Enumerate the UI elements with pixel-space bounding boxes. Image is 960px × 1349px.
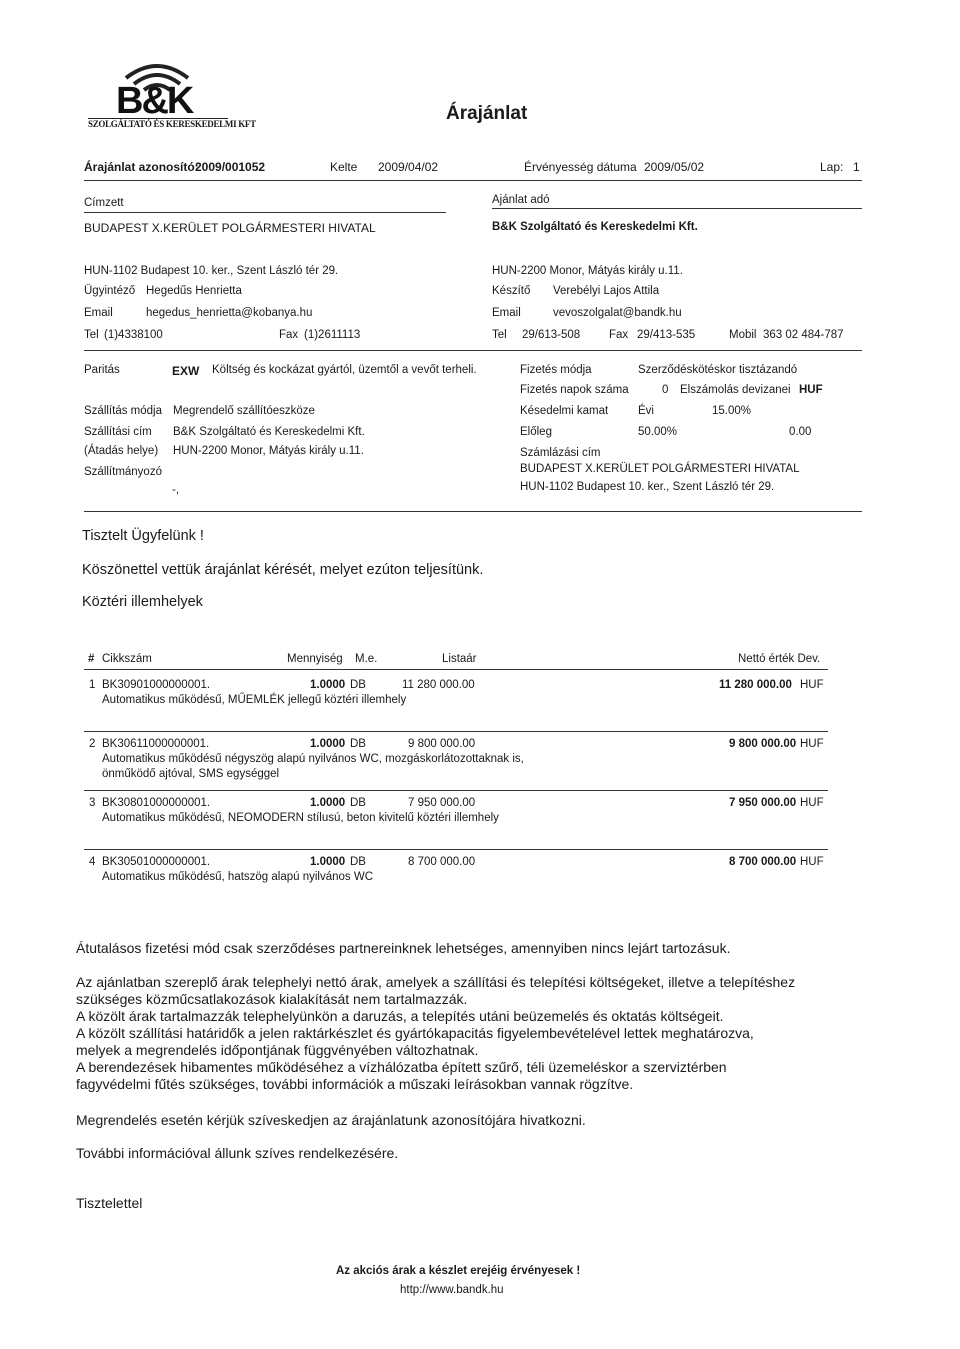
page-number: 1 (853, 160, 860, 174)
row-currency: HUF (800, 738, 824, 750)
payment-days-label: Fizetés napok száma (520, 384, 629, 396)
billing-address: HUN-1102 Budapest 10. ker., Szent László tér 29. (520, 481, 775, 493)
terms-note-line: A berendezések hibamentes működéséhez a vízhálózatba épített szűrő, téli üzemeléskor a szerviztérben (76, 1059, 727, 1075)
row-separator (84, 849, 828, 850)
row-code: BK30901000000001. (102, 679, 211, 691)
row-net: 7 950 000.00 (729, 797, 797, 809)
page-label: Lap: (820, 160, 844, 174)
col-header-price: Listaár (442, 653, 477, 665)
recipient-email: hegedus_henrietta@kobanya.hu (146, 307, 313, 319)
company-logo (88, 58, 256, 129)
row-code: BK30611000000001. (102, 738, 210, 750)
thanks-text: Köszönettel vettük árajánlat kérését, melyet ezúton teljesítünk. (82, 562, 484, 578)
row-price: 8 700 000.00 (408, 856, 476, 868)
sender-prepared-by: Verebélyi Lajos Attila (553, 285, 660, 297)
quote-id: 2009/001052 (195, 160, 266, 174)
promo-text: Az akciós árak a készlet erejéig érvényesek ! (336, 1265, 581, 1277)
row-code: BK30501000000001. (102, 856, 211, 868)
row-num: 4 (89, 856, 96, 868)
row-qty: 1.0000 (310, 856, 346, 868)
recipient-rule (84, 212, 446, 213)
shipping-method: Megrendelő szállítóeszköze (173, 405, 315, 417)
row-currency: HUF (800, 797, 824, 809)
col-header-net: Nettó érték Dev. (738, 653, 821, 665)
payment-method-label: Fizetés módja (520, 364, 592, 376)
row-qty: 1.0000 (310, 738, 346, 750)
recipient-fax-label: Fax (279, 329, 299, 341)
row-unit: DB (350, 679, 366, 691)
row-code: BK30801000000001. (102, 797, 211, 809)
carrier-label: Szállítmányozó (84, 466, 162, 478)
sender-rule (492, 208, 862, 209)
late-interest-value: 15.00% (712, 405, 752, 417)
terms-note-line: fagyvédelmi fűtés szükséges, további információk a műszaki leírásokban vannak rögzítve. (76, 1076, 634, 1092)
col-header-code: Cikkszám (102, 653, 152, 665)
row-price: 11 280 000.00 (402, 679, 475, 691)
row-net: 11 280 000.00 (719, 679, 792, 691)
parity-label: Paritás (84, 364, 120, 376)
terms-rule (84, 511, 862, 512)
billing-label: Számlázási cím (520, 447, 601, 459)
page-title: Árajánlat (446, 103, 528, 124)
terms-note-line: A közölt árak tartalmazzák telephelyünkön a daruzás, a telepítés utáni beüzemelés és oktatás költségeit. (76, 1008, 724, 1024)
advance-pct: 50.00% (638, 426, 678, 438)
header-rule (84, 180, 862, 181)
validity-label: Érvényesség dátuma (524, 160, 637, 174)
row-qty: 1.0000 (310, 679, 346, 691)
row-num: 2 (89, 738, 96, 750)
terms-note-line: Az ajánlatban szereplő árak telephelyi nettó árak, amelyek a szállítási és telepítési költségeket, illetve a telepítéshez (76, 974, 796, 990)
row-net: 9 800 000.00 (729, 738, 797, 750)
website-link[interactable]: http://www.bandk.hu (400, 1284, 504, 1296)
row-num: 1 (89, 679, 96, 691)
more-info-note: További információval állunk szíves rendelkezésére. (76, 1145, 399, 1161)
billing-name: BUDAPEST X.KERÜLET POLGÁRMESTERI HIVATAL (520, 463, 800, 475)
col-header-num: # (88, 653, 95, 665)
logo-brand: B&K (116, 80, 193, 122)
handover-label: (Átadás helye) (84, 445, 159, 457)
row-currency: HUF (800, 856, 824, 868)
recipient-label: Címzett (84, 197, 124, 209)
recipient-contact: Hegedűs Henrietta (146, 285, 242, 297)
carrier-value: -, (172, 484, 180, 496)
date-value: 2009/04/02 (378, 160, 439, 174)
payment-method: Szerződéskötéskor tisztázandó (638, 364, 798, 376)
row-unit: DB (350, 797, 366, 809)
recipient-fax: (1)2611113 (304, 329, 361, 341)
sender-email: vevoszolgalat@bandk.hu (553, 307, 682, 319)
row-desc: Automatikus működésű négyszög alapú nyilvános WC, mozgáskorlátozottaknak is, (102, 753, 524, 765)
date-label: Kelte (330, 160, 358, 174)
logo-subtitle: SZOLGÁLTATÓ ÉS KERESKEDELMI KFT (88, 119, 256, 129)
row-separator (84, 790, 828, 791)
row-separator (84, 731, 828, 732)
late-interest-label: Késedelmi kamat (520, 405, 609, 417)
shipping-method-label: Szállítás módja (84, 405, 162, 417)
sender-tel: 29/613-508 (522, 329, 581, 341)
closing-salutation: Tisztelettel (76, 1195, 143, 1211)
sender-email-label: Email (492, 307, 521, 319)
quote-id-label: Árajánlat azonosító: (84, 160, 199, 174)
recipient-address: HUN-1102 Budapest 10. ker., Szent László tér 29. (84, 265, 339, 277)
recipient-tel-label: Tel (84, 329, 99, 341)
shipping-address-2: HUN-2200 Monor, Mátyás király u.11. (173, 445, 364, 457)
row-price: 9 800 000.00 (408, 738, 476, 750)
row-net: 8 700 000.00 (729, 856, 797, 868)
subject-text: Köztéri illemhelyek (82, 594, 203, 610)
row-desc-continued: önműködő ajtóval, SMS egységgel (102, 768, 280, 780)
sender-label: Ajánlat adó (492, 194, 550, 206)
late-interest-period: Évi (638, 405, 654, 417)
sender-fax-label: Fax (609, 329, 629, 341)
sender-address: HUN-2200 Monor, Mátyás király u.11. (492, 265, 683, 277)
terms-note-line: szükséges közműcsatlakozások kialakítását nem tartalmazzák. (76, 991, 468, 1007)
validity-value: 2009/05/02 (644, 160, 705, 174)
row-unit: DB (350, 856, 366, 868)
row-desc: Automatikus működésű, hatszög alapú nyilvános WC (102, 871, 374, 883)
recipient-name: BUDAPEST X.KERÜLET POLGÁRMESTERI HIVATAL (84, 221, 376, 235)
parity-code: EXW (172, 364, 200, 378)
recipient-tel: (1)4338100 (104, 329, 163, 341)
recipient-email-label: Email (84, 307, 113, 319)
greeting: Tisztelt Ügyfelünk ! (82, 528, 204, 544)
sender-mobile-label: Mobil (729, 329, 757, 341)
sender-tel-label: Tel (492, 329, 507, 341)
sender-mobile: 363 02 484-787 (763, 329, 844, 341)
row-price: 7 950 000.00 (408, 797, 476, 809)
order-reference-note: Megrendelés esetén kérjük szíveskedjen az árajánlatunk azonosítójára hivatkozni. (76, 1112, 586, 1128)
terms-note-line: A közölt szállítási határidők a jelen raktárkészlet és gyártókapacitás figyelembevételével lettek meghatározva, (76, 1025, 754, 1041)
contact-rule (84, 350, 862, 351)
parity-text: Költség és kockázat gyártól, üzemtől a vevőt terheli. (212, 364, 477, 376)
transfer-note: Átutalásos fizetési mód csak szerződéses partnereinknek lehetséges, amennyiben nincs lejárt tartozásuk. (76, 940, 731, 956)
table-header-rule (84, 669, 828, 670)
currency-value: HUF (799, 384, 823, 396)
row-desc: Automatikus működésű, NEOMODERN stílusú, beton kivitelű köztéri illemhely (102, 812, 499, 824)
sender-name: B&K Szolgáltató és Kereskedelmi Kft. (492, 221, 698, 233)
terms-note-line: melyek a megrendelés időpontjának függvényében változhatnak. (76, 1042, 479, 1058)
col-header-qty: Mennyiség (287, 653, 343, 665)
currency-label: Elszámolás devizanei (680, 384, 791, 396)
row-currency: HUF (800, 679, 824, 691)
row-unit: DB (350, 738, 366, 750)
row-desc: Automatikus működésű, MŰEMLÉK jellegű köztéri illemhely (102, 694, 407, 706)
sender-fax: 29/413-535 (637, 329, 696, 341)
advance-amount: 0.00 (789, 426, 812, 438)
payment-days: 0 (662, 384, 669, 396)
advance-label: Előleg (520, 426, 552, 438)
row-num: 3 (89, 797, 96, 809)
shipping-address-1: B&K Szolgáltató és Kereskedelmi Kft. (173, 426, 365, 438)
shipping-address-label: Szállítási cím (84, 426, 152, 438)
col-header-unit: M.e. (355, 653, 378, 665)
row-qty: 1.0000 (310, 797, 346, 809)
recipient-contact-label: Ügyintéző (84, 285, 136, 297)
sender-prepared-label: Készítő (492, 285, 531, 297)
